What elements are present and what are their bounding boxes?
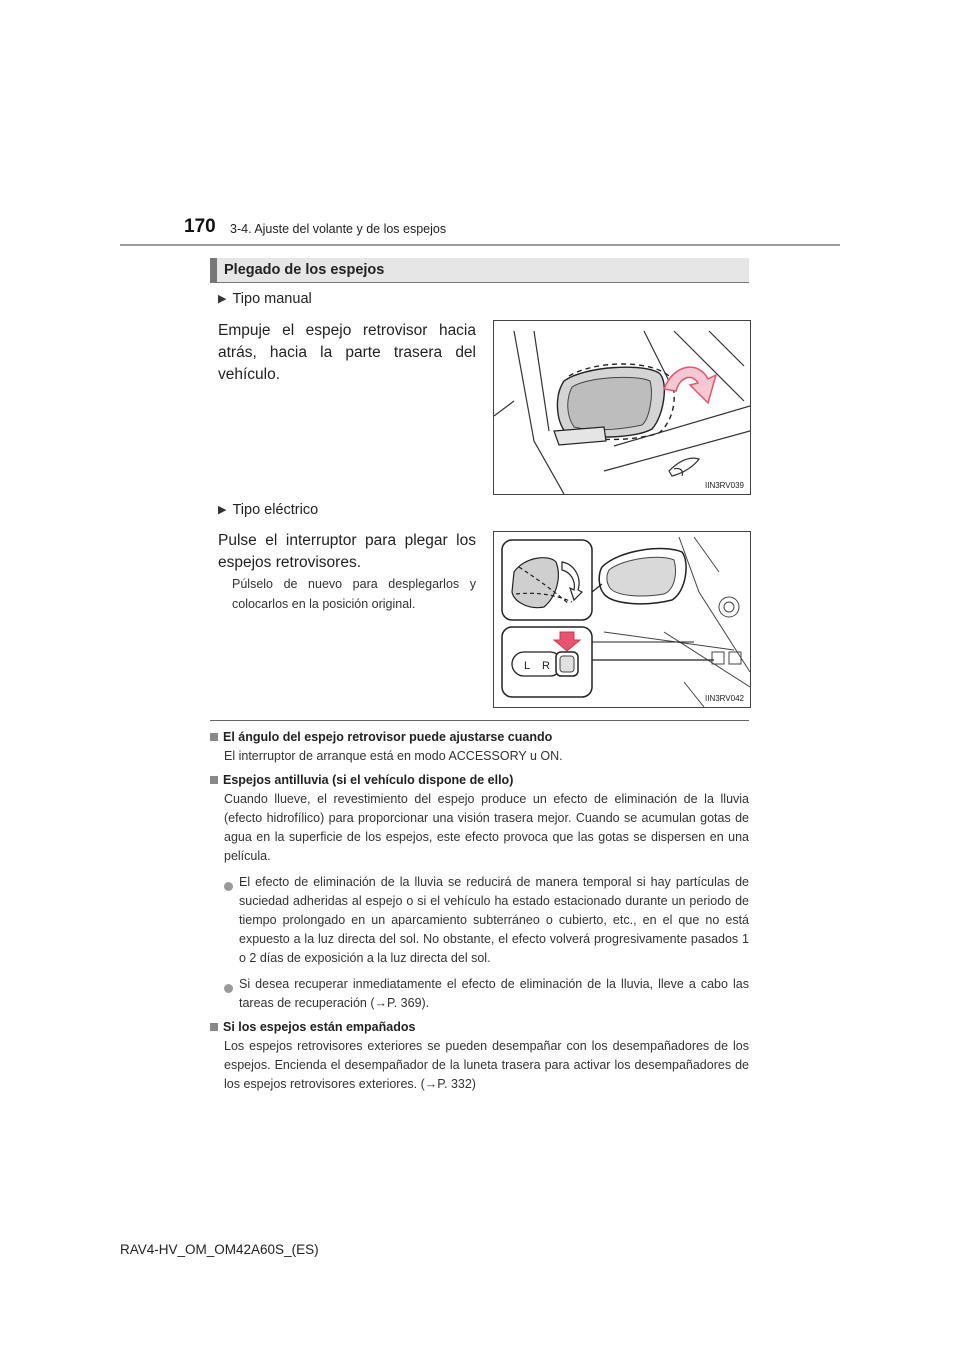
electric-type-text: Tipo eléctrico	[232, 502, 319, 518]
figure-code: IIN3RV042	[705, 694, 744, 703]
note-heading-text: El ángulo del espejo retrovisor puede ajustarse cuando	[223, 730, 553, 744]
square-bullet-icon	[210, 776, 218, 784]
note-heading-text: Si los espejos están empañados	[223, 1020, 416, 1034]
section-heading-underline	[210, 282, 749, 283]
electric-instruction: Pulse el interruptor para plegar los espejos retrovisores.	[218, 532, 476, 571]
note-body: El interruptor de arranque está en modo ACCESSORY u ON.	[224, 749, 563, 763]
note-heading	[210, 1020, 749, 1034]
section-heading: Plegado de los espejos	[224, 262, 385, 278]
triangle-bullet-icon: ▶	[218, 504, 227, 516]
manual-instruction: Empuje el espejo retrovisor hacia atrás, hacia la parte trasera del vehículo.	[218, 322, 476, 383]
notes-divider	[210, 720, 749, 721]
note-heading	[210, 773, 749, 787]
notes-section	[210, 730, 749, 1094]
page-number: 170	[184, 216, 216, 237]
manual-mirror-illustration	[494, 321, 750, 494]
note-body: Los espejos retrovisores exteriores se pueden desempañar con los desempañadores de los espejos. Encienda el desempañador de la luneta trasera para activar los desempañadores de los espejos retrovisores exteriores. (→P. 332)	[224, 1039, 749, 1091]
electric-mirror-illustration	[494, 532, 750, 707]
manual-type-text: Tipo manual	[232, 291, 312, 307]
note-heading-text: Espejos antilluvia (si el vehículo dispone de ello)	[223, 773, 514, 787]
chapter-title: 3-4. Ajuste del volante y de los espejos	[230, 222, 447, 236]
bullet-text: El efecto de eliminación de la lluvia se reducirá de manera temporal si hay partículas de suciedad adheridas al espejo o si el vehículo ha estado estacionado durante un periodo de tiempo prolongado en un aparcamiento subterráneo o cubierto, etc., en el que no está expuesto a la luz directa del sol. No obstante, el efecto volverá progresivamente pasados 1 o 2 días de exposición a la luz directa del sol.	[239, 875, 749, 965]
document-code: RAV4-HV_OM_OM42A60S_(ES)	[120, 1242, 319, 1257]
triangle-bullet-icon: ▶	[218, 293, 227, 305]
electric-type-label	[218, 502, 318, 518]
note-heading	[210, 730, 749, 744]
header-divider	[120, 244, 840, 246]
manual-type-label	[218, 291, 312, 307]
list-item	[224, 975, 749, 1013]
switch-right-label: R	[542, 660, 550, 672]
section-heading-marker	[210, 258, 217, 283]
list-item	[224, 873, 749, 968]
note-body: Cuando llueve, el revestimiento del espejo produce un efecto de eliminación de la lluvia (efecto hidrofílico) para proporcionar una visión trasera mejor. Cuando se acumulan gotas de agua en la superficie de los espejos, este efecto provoca que las gotas se dispersen en una película.	[224, 792, 749, 863]
switch-left-label: L	[524, 660, 531, 672]
circle-bullet-icon	[224, 984, 233, 993]
electric-subinstruction: Púlselo de nuevo para desplegarlos y colocarlos en la posición original.	[232, 577, 476, 611]
square-bullet-icon	[210, 733, 218, 741]
bullet-text: Si desea recuperar inmediatamente el efecto de eliminación de la lluvia, lleve a cabo las tareas de recuperación (→P. 369).	[239, 977, 749, 1010]
circle-bullet-icon	[224, 882, 233, 891]
electric-mirror-figure	[493, 531, 751, 708]
fold-arrow-icon	[664, 367, 716, 403]
manual-mirror-figure	[493, 320, 751, 495]
square-bullet-icon	[210, 1023, 218, 1031]
figure-code: IIN3RV039	[705, 481, 744, 490]
